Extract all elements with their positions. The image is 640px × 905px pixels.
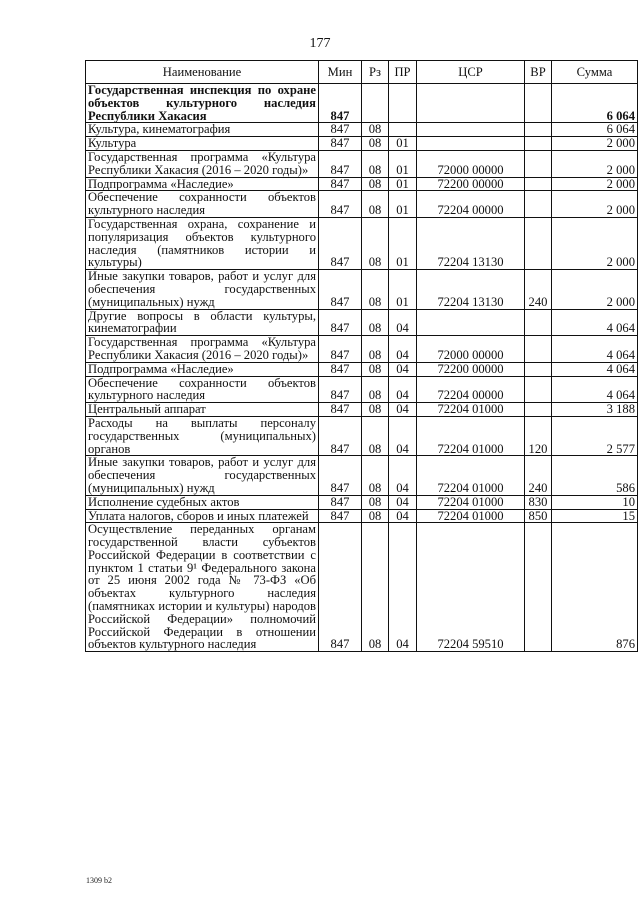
cell-vr	[525, 217, 552, 269]
cell-sum: 10	[552, 495, 638, 509]
header-vr: ВР	[525, 61, 552, 84]
cell-csr: 72204 01000	[417, 456, 525, 495]
table-row	[86, 177, 638, 191]
cell-pr: 01	[389, 270, 417, 309]
cell-csr: 72200 00000	[417, 177, 525, 191]
table-row	[86, 416, 638, 455]
cell-sum: 4 064	[552, 362, 638, 376]
table-row	[86, 403, 638, 417]
cell-csr: 72204 01000	[417, 403, 525, 417]
cell-name: Расходы на выплаты персоналу государственных (муниципальных) органов	[86, 416, 319, 455]
cell-sum: 4 064	[552, 376, 638, 403]
cell-min: 847	[319, 84, 362, 123]
cell-min: 847	[319, 177, 362, 191]
cell-csr: 72204 01000	[417, 495, 525, 509]
budget-table	[85, 60, 638, 652]
cell-rz: 08	[362, 456, 389, 495]
cell-csr	[417, 84, 525, 123]
header-rz: Рз	[362, 61, 389, 84]
cell-name: Обеспечение сохранности объектов культурного наследия	[86, 191, 319, 218]
cell-pr	[389, 123, 417, 137]
cell-min: 847	[319, 150, 362, 177]
cell-sum: 4 064	[552, 309, 638, 336]
cell-min: 847	[319, 403, 362, 417]
cell-rz: 08	[362, 309, 389, 336]
cell-csr: 72204 13130	[417, 270, 525, 309]
cell-csr: 72204 01000	[417, 509, 525, 523]
page-number: 177	[309, 36, 331, 51]
cell-csr	[417, 309, 525, 336]
cell-pr: 04	[389, 403, 417, 417]
cell-name: Государственная программа «Культура Республики Хакасия (2016 – 2020 годы)»	[86, 150, 319, 177]
cell-vr	[525, 523, 552, 652]
cell-pr: 04	[389, 509, 417, 523]
cell-min: 847	[319, 270, 362, 309]
cell-pr: 01	[389, 177, 417, 191]
cell-min: 847	[319, 416, 362, 455]
cell-pr: 04	[389, 376, 417, 403]
cell-min: 847	[319, 362, 362, 376]
cell-csr	[417, 137, 525, 151]
cell-min: 847	[319, 376, 362, 403]
cell-name: Обеспечение сохранности объектов культурного наследия	[86, 376, 319, 403]
cell-csr: 72204 01000	[417, 416, 525, 455]
cell-vr: 240	[525, 456, 552, 495]
cell-pr: 04	[389, 495, 417, 509]
cell-name: Иные закупки товаров, работ и услуг для обеспечения государственных (муниципальных) нужд	[86, 270, 319, 309]
cell-rz: 08	[362, 403, 389, 417]
table-row	[86, 217, 638, 269]
cell-name: Другие вопросы в области культуры, кинематографии	[86, 309, 319, 336]
cell-min: 847	[319, 336, 362, 363]
table-row	[86, 137, 638, 151]
cell-vr	[525, 123, 552, 137]
cell-pr: 04	[389, 309, 417, 336]
cell-name: Государственная инспекция по охране объектов культурного наследия Республики Хакасия	[86, 84, 319, 123]
cell-rz	[362, 84, 389, 123]
table-row	[86, 362, 638, 376]
cell-name: Исполнение судебных актов	[86, 495, 319, 509]
cell-min: 847	[319, 191, 362, 218]
cell-rz: 08	[362, 336, 389, 363]
cell-name: Уплата налогов, сборов и иных платежей	[86, 509, 319, 523]
cell-csr: 72000 00000	[417, 150, 525, 177]
cell-vr: 850	[525, 509, 552, 523]
cell-vr	[525, 362, 552, 376]
cell-vr	[525, 309, 552, 336]
cell-vr	[525, 177, 552, 191]
header-min: Мин	[319, 61, 362, 84]
header-pr: ПР	[389, 61, 417, 84]
table-row	[86, 456, 638, 495]
cell-pr: 04	[389, 523, 417, 652]
cell-csr	[417, 123, 525, 137]
table-row	[86, 150, 638, 177]
cell-rz: 08	[362, 416, 389, 455]
cell-rz: 08	[362, 150, 389, 177]
table-row	[86, 270, 638, 309]
cell-rz: 08	[362, 137, 389, 151]
table-row	[86, 523, 638, 652]
cell-rz: 08	[362, 217, 389, 269]
cell-pr: 04	[389, 456, 417, 495]
cell-sum: 2 000	[552, 137, 638, 151]
cell-rz: 08	[362, 191, 389, 218]
cell-name: Осуществление переданных органам государственной власти субъектов Российской Федерации в соответствии с пунктом 1 статьи 9¹ Федерального закона от 25 июня 2002 года № 73-ФЗ «Об объектах культурного наследия (памятниках истории и культуры) народов Российской Федерации» полномочий Российской Федерации в отношении объектов культурного наследия	[86, 523, 319, 652]
cell-pr: 04	[389, 362, 417, 376]
table-header-row	[86, 61, 638, 84]
table-row	[86, 123, 638, 137]
cell-vr	[525, 376, 552, 403]
cell-name: Иные закупки товаров, работ и услуг для обеспечения государственных (муниципальных) нужд	[86, 456, 319, 495]
cell-min: 847	[319, 217, 362, 269]
table-row	[86, 191, 638, 218]
table-row	[86, 309, 638, 336]
cell-pr: 01	[389, 191, 417, 218]
cell-vr	[525, 137, 552, 151]
cell-sum: 2 577	[552, 416, 638, 455]
cell-name: Государственная охрана, сохранение и популяризация объектов культурного наследия (памятников истории и культуры)	[86, 217, 319, 269]
cell-sum: 6 064	[552, 123, 638, 137]
table-row	[86, 336, 638, 363]
cell-sum: 15	[552, 509, 638, 523]
cell-rz: 08	[362, 523, 389, 652]
cell-sum: 4 064	[552, 336, 638, 363]
cell-name: Подпрограмма «Наследие»	[86, 362, 319, 376]
cell-csr: 72204 59510	[417, 523, 525, 652]
cell-csr: 72000 00000	[417, 336, 525, 363]
cell-sum: 2 000	[552, 150, 638, 177]
header-csr: ЦСР	[417, 61, 525, 84]
cell-rz: 08	[362, 177, 389, 191]
cell-csr: 72204 13130	[417, 217, 525, 269]
cell-pr: 04	[389, 336, 417, 363]
cell-vr	[525, 336, 552, 363]
cell-vr: 830	[525, 495, 552, 509]
cell-min: 847	[319, 137, 362, 151]
cell-sum: 586	[552, 456, 638, 495]
cell-vr	[525, 84, 552, 123]
footer-code: 1309 b2	[86, 876, 112, 885]
cell-vr: 240	[525, 270, 552, 309]
cell-min: 847	[319, 456, 362, 495]
table-row	[86, 509, 638, 523]
cell-sum: 2 000	[552, 217, 638, 269]
cell-name: Культура, кинематография	[86, 123, 319, 137]
cell-pr: 01	[389, 217, 417, 269]
cell-min: 847	[319, 509, 362, 523]
cell-sum: 6 064	[552, 84, 638, 123]
cell-rz: 08	[362, 362, 389, 376]
cell-pr: 04	[389, 416, 417, 455]
cell-csr: 72204 00000	[417, 376, 525, 403]
table-row	[86, 495, 638, 509]
cell-sum: 2 000	[552, 177, 638, 191]
cell-vr	[525, 191, 552, 218]
cell-sum: 2 000	[552, 191, 638, 218]
cell-min: 847	[319, 123, 362, 137]
cell-name: Культура	[86, 137, 319, 151]
table-body	[86, 84, 638, 652]
table-row	[86, 84, 638, 123]
cell-rz: 08	[362, 270, 389, 309]
cell-rz: 08	[362, 495, 389, 509]
header-name: Наименование	[86, 61, 319, 84]
cell-rz: 08	[362, 509, 389, 523]
cell-name: Подпрограмма «Наследие»	[86, 177, 319, 191]
cell-name: Государственная программа «Культура Республики Хакасия (2016 – 2020 годы)»	[86, 336, 319, 363]
cell-pr	[389, 84, 417, 123]
cell-min: 847	[319, 523, 362, 652]
cell-rz: 08	[362, 123, 389, 137]
header-sum: Сумма	[552, 61, 638, 84]
cell-csr: 72200 00000	[417, 362, 525, 376]
cell-csr: 72204 00000	[417, 191, 525, 218]
cell-name: Центральный аппарат	[86, 403, 319, 417]
cell-pr: 01	[389, 137, 417, 151]
cell-pr: 01	[389, 150, 417, 177]
cell-sum: 3 188	[552, 403, 638, 417]
cell-vr	[525, 403, 552, 417]
cell-sum: 2 000	[552, 270, 638, 309]
cell-rz: 08	[362, 376, 389, 403]
table-row	[86, 376, 638, 403]
cell-vr	[525, 150, 552, 177]
cell-min: 847	[319, 309, 362, 336]
cell-sum: 876	[552, 523, 638, 652]
cell-vr: 120	[525, 416, 552, 455]
cell-min: 847	[319, 495, 362, 509]
